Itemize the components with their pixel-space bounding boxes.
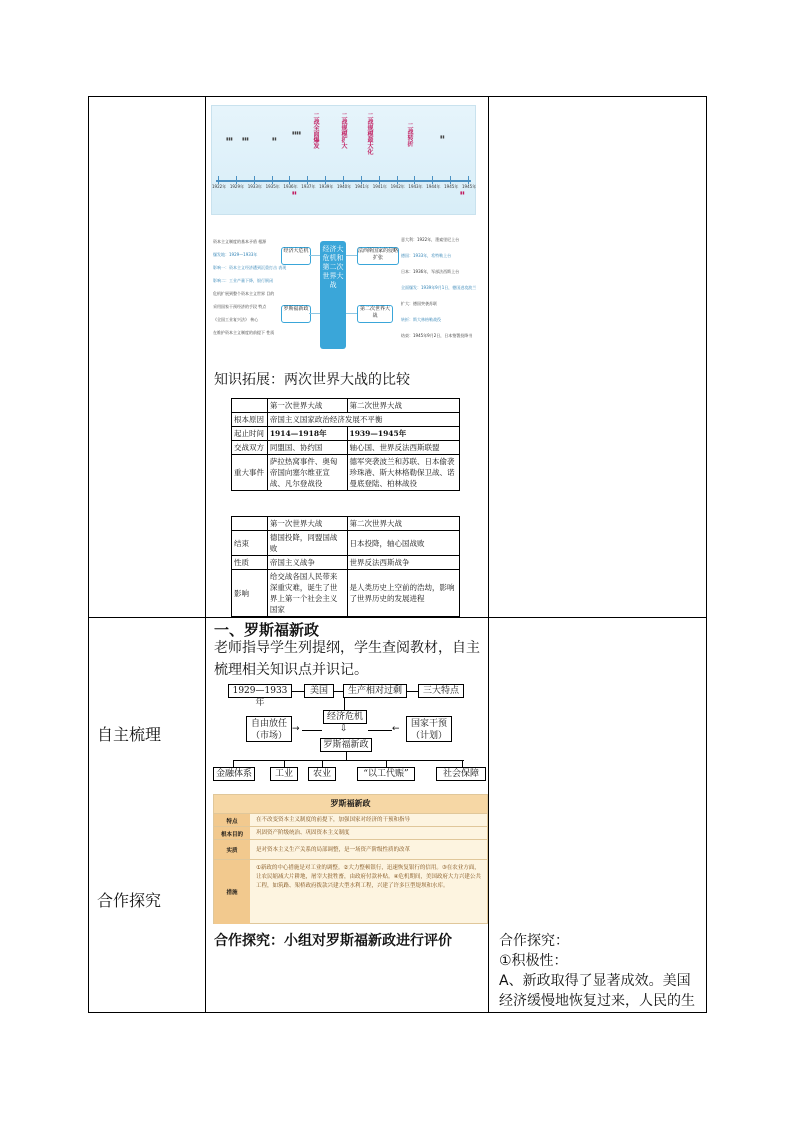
connector — [292, 691, 304, 692]
frame-col1 — [205, 96, 206, 1013]
timeline-year: 1939年 — [319, 184, 334, 189]
frame-right — [706, 96, 707, 1013]
flow-box-measure: “以工代赈” — [357, 767, 415, 781]
table-cell: 1914—1918年 — [267, 427, 347, 441]
mind-map-leaf: 资本主义制度的基本矛盾 根源 — [213, 239, 267, 244]
timeline-highlight: 二战规模最大化 — [367, 113, 374, 156]
timeline-tick — [254, 176, 255, 184]
timeline-highlight: 二战转折 — [407, 123, 414, 148]
connector — [346, 752, 347, 760]
table-cell: 影响 — [232, 570, 268, 617]
new-deal-row — [214, 826, 487, 840]
table-header-row — [232, 399, 460, 413]
timeline-tick — [218, 176, 219, 184]
table-row — [232, 427, 460, 441]
table-cell: 同盟国、协约国 — [267, 441, 347, 455]
timeline-tick — [289, 176, 290, 184]
table-cell: 交战双方 — [232, 441, 268, 455]
table-cell: 德军突袭波兰和苏联、日本偷袭珍珠港、斯大林格勒保卫战、诺曼底登陆、柏林战役 — [347, 455, 460, 491]
timeline-tick — [307, 176, 308, 184]
connector — [368, 730, 392, 731]
timeline-year: 1944年 — [426, 184, 441, 189]
table-cell: 日本投降，轴心国战败 — [347, 531, 459, 556]
frame-col2 — [488, 96, 489, 1013]
connector — [302, 730, 322, 731]
mind-map-leaf: 危机扩展到整个资本主义世界 目的 — [213, 291, 275, 296]
timeline-year: 1942年 — [390, 184, 405, 189]
notes-line: A、新政取得了显著成效。美国 — [499, 973, 691, 989]
new-deal-key: 根本目的 — [214, 827, 250, 840]
section-instruction: 老师指导学生列提纲，学生查阅教材，自主梳理相关知识点并识记。 — [214, 640, 480, 678]
table-cell: 结束 — [232, 531, 268, 556]
timeline-tick — [450, 176, 451, 184]
table-row — [232, 531, 460, 556]
extension-caption: 知识拓展：两次世界大战的比较 — [214, 372, 410, 388]
mind-map-leaf: 结束：1945年9月2日，日本签署投降书 — [401, 333, 473, 338]
table-cell: 德国投降，同盟国战败 — [267, 531, 347, 556]
notes-line: 合作探究： — [499, 933, 569, 949]
timeline-highlight: 二战全面爆发 — [313, 113, 320, 150]
timeline-event-mark: ▮▮▮ — [226, 136, 233, 141]
mind-map-leaf: 日本：1936年，军部法西斯上台 — [401, 269, 460, 274]
flow-box-country: 美国 — [304, 684, 334, 698]
timeline-year: 1945年 — [462, 184, 477, 189]
flow-box-laissez-faire: 自由放任（市场） — [246, 716, 292, 742]
new-deal-key: 实质 — [214, 840, 250, 860]
frame-bottom — [88, 1012, 707, 1013]
flow-box-crisis: 经济危机 — [323, 710, 367, 724]
timeline-year: 1937年 — [301, 184, 316, 189]
flow-box-period: 1929—1933年 — [228, 684, 292, 698]
timeline-year: 1941年 — [354, 184, 370, 189]
timeline-year: 1922年 — [212, 184, 227, 189]
flow-box-measure: 金融体系 — [213, 767, 255, 781]
timeline-tick — [361, 176, 362, 184]
connector — [322, 760, 323, 767]
comparison-table-2 — [231, 516, 460, 617]
new-deal-row — [214, 813, 487, 827]
timeline-image — [211, 105, 476, 215]
mind-map-leaf: 转折：斯大林格勒战役 — [401, 317, 441, 322]
mind-map-leaf: 采用国家干预经济的手段 特点 — [213, 304, 267, 309]
mind-map-center: 经济大危机和第二次世界大战 — [320, 241, 346, 349]
mind-map-node: 法西斯国家的侵略扩张 — [357, 247, 399, 265]
mind-map-leaf: 意大利：1922年，墨索里尼上台 — [401, 237, 460, 242]
table-row — [232, 570, 460, 617]
timeline-tick — [236, 176, 237, 184]
frame-row-divider — [88, 617, 707, 618]
frame-left — [88, 96, 89, 1013]
table-cell: 轴心国、世界反法西斯联盟 — [347, 441, 460, 455]
row-label-self-review: 自主梳理 — [97, 725, 162, 744]
timeline-year: 1945年 — [444, 184, 459, 189]
connector — [462, 760, 463, 767]
flow-box-cause: 生产相对过剩 — [343, 684, 407, 698]
table-cell: 帝国主义国家政治经济发展不平衡 — [267, 413, 459, 427]
timeline-tick — [432, 176, 433, 184]
connector — [284, 760, 285, 767]
connector — [233, 760, 234, 767]
table-cell: 性质 — [232, 556, 268, 570]
table-cell: 是人类历史上空前的浩劫，影响了世界历史的发展进程 — [347, 570, 459, 617]
timeline-event-mark: ▮▮▮ — [242, 136, 249, 141]
timeline-event-mark: ▮▮ — [440, 134, 445, 139]
mind-map-node: 第二次世界大战 — [357, 305, 393, 323]
arrow-icon: ⇩ — [340, 724, 348, 734]
connector — [309, 313, 320, 314]
timeline-year: 1929年 — [229, 184, 245, 189]
table-cell: 重大事件 — [232, 455, 268, 491]
connector — [334, 691, 343, 692]
connector — [346, 255, 357, 256]
connector — [346, 313, 357, 314]
new-deal-table — [213, 794, 488, 924]
timeline-year: 1943年 — [408, 184, 423, 189]
timeline-tick — [272, 176, 273, 184]
mind-map-leaf: 扩大：德国突袭苏联 — [401, 301, 437, 306]
frame-top — [88, 96, 707, 97]
new-deal-title: 罗斯福新政 — [214, 795, 487, 813]
arrow-icon: → — [292, 724, 300, 734]
right-column-notes — [499, 931, 705, 1011]
connector — [309, 255, 320, 256]
mind-map-leaf: 全面爆发：1939年9月1日，德国进攻波兰 — [401, 285, 477, 290]
timeline-event-mark: ▮▮ — [272, 136, 277, 141]
timeline-event-mark: ▮▮ — [292, 190, 297, 195]
new-deal-row — [214, 839, 487, 860]
timeline-event-mark: ▮▮ — [460, 190, 465, 195]
mind-map-leaf: 《全国工业复兴法》 核心 — [213, 317, 259, 322]
new-deal-value: 在不改变资本主义制度的前提下，加强国家对经济的干预和指导 — [256, 817, 411, 823]
new-deal-value: ①新政的中心措施是对工业的调整。②大力整顿银行，迅速恢复银行的信用。③在农业方面，让农民缩减大片耕地，屠宰大批牲畜，由政府付款补贴。④危机期间，美国政府大力兴建公共工程，如筑路、架桥政府拨款兴建大型水利工程，兴建了许多巨型堤坝和水库。 — [256, 865, 481, 889]
flow-box-new-deal: 罗斯福新政 — [320, 738, 372, 752]
row-label-cooperation: 合作探究 — [97, 891, 162, 910]
timeline-year: 1935年 — [265, 184, 280, 189]
notes-line: 经济缓慢地恢复过来，人民的生 — [499, 993, 695, 1009]
table-header-cell: 第一次世界大战 — [267, 517, 347, 531]
timeline-tick — [468, 176, 469, 184]
mind-map-leaf: 在维护资本主义制度的前提下 性质 — [213, 330, 275, 335]
table-cell: 世界反法西斯战争 — [347, 556, 459, 570]
timeline-year: 1936年 — [283, 184, 298, 189]
timeline-tick — [325, 176, 326, 184]
comparison-table-1 — [231, 398, 460, 491]
table-header-cell: 第二次世界大战 — [347, 399, 460, 413]
table-cell: 1939—1945年 — [347, 427, 460, 441]
mind-map-leaf: 影响二：工业产量下降，银行倒闭 — [213, 278, 273, 283]
connector — [344, 698, 345, 710]
table-header-row — [232, 517, 460, 531]
table-cell: 起止时间 — [232, 427, 268, 441]
flow-box-features: 三大特点 — [418, 684, 464, 698]
mind-map-node: 经济大危机 — [281, 247, 311, 265]
mind-map-leaf: 爆发地：1929—1933年 — [213, 252, 258, 257]
table-row — [232, 413, 460, 427]
timeline-tick — [414, 176, 415, 184]
table-row — [232, 441, 460, 455]
new-deal-row — [214, 859, 487, 924]
flow-box-measure: 农业 — [308, 767, 336, 781]
connector — [386, 760, 387, 767]
new-deal-value: 是对资本主义生产关系的局部调整，是一场资产阶级性质的改革 — [256, 847, 411, 853]
timeline-year: 1933年 — [247, 184, 262, 189]
arrow-icon: ← — [392, 724, 400, 734]
timeline-tick — [379, 176, 380, 184]
flow-box-measure: 社会保障 — [436, 767, 486, 781]
mind-map — [211, 233, 484, 357]
table-header-cell — [232, 517, 268, 531]
notes-line: ①积极性： — [499, 953, 568, 969]
new-deal-value: 巩固资产阶级统治、巩固资本主义制度 — [256, 830, 350, 836]
table-cell: 帝国主义战争 — [267, 556, 347, 570]
new-deal-key: 措施 — [214, 860, 250, 924]
timeline-year: 1941年 — [372, 184, 387, 189]
table-header-cell: 第二次世界大战 — [347, 517, 459, 531]
table-header-cell — [232, 399, 268, 413]
timeline-year: 1940年 — [337, 184, 352, 189]
timeline-tick — [343, 176, 344, 184]
section-title: 一、罗斯福新政 — [214, 621, 320, 639]
table-cell: 根本原因 — [232, 413, 268, 427]
table-cell: 给交战各国人民带来深重灾难，诞生了世界上第一个社会主义国家 — [267, 570, 347, 617]
table-header-cell: 第一次世界大战 — [267, 399, 347, 413]
table-cell: 萨拉热窝事件、奥匈帝国向塞尔维亚宣战、凡尔登战役 — [267, 455, 347, 491]
connector — [233, 760, 464, 761]
timeline-highlight: 二战规模扩大 — [341, 113, 348, 150]
connector — [407, 691, 418, 692]
mind-map-node: 罗斯福新政 — [281, 305, 311, 323]
flow-box-measure: 工业 — [270, 767, 298, 781]
table-row — [232, 556, 460, 570]
flow-box-intervention: 国家干预（计划） — [406, 716, 452, 742]
mind-map-leaf: 影响一：资本主义经济遭到沉重打击 表现 — [213, 265, 287, 270]
table-row — [232, 455, 460, 491]
new-deal-key: 特点 — [214, 814, 250, 827]
timeline-tick — [397, 176, 398, 184]
mind-map-leaf: 德国：1933年，希特勒上台 — [401, 253, 452, 258]
cooperation-title: 合作探究：小组对罗斯福新政进行评价 — [214, 933, 452, 949]
timeline-event-mark: ▮▮▮▮ — [292, 130, 301, 135]
